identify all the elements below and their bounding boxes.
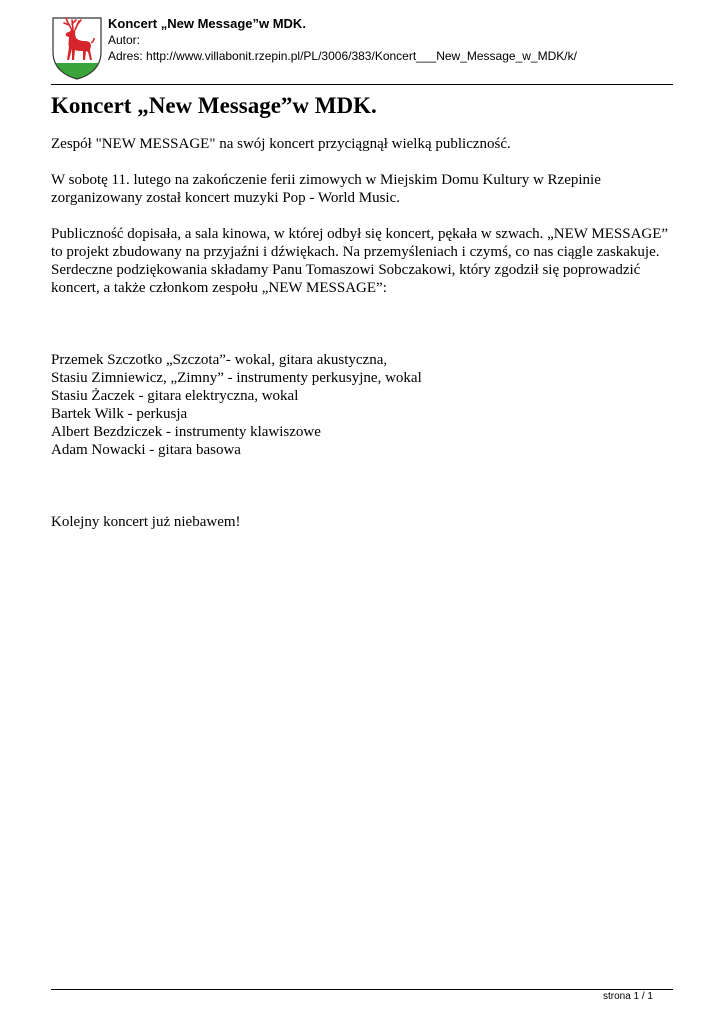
article-paragraph-1: Zespół "NEW MESSAGE" na swój koncert przyciągnął wielką publiczność. xyxy=(51,136,511,152)
article-heading: Koncert „New Message”w MDK. xyxy=(51,93,377,118)
header-author: Autor: xyxy=(108,33,141,47)
header-address: Adres: http://www.villabonit.rzepin.pl/PL/3006/383/Koncert___New_Message_w_MDK/k/ xyxy=(108,49,577,63)
header-text-block xyxy=(108,16,577,64)
header-divider xyxy=(51,84,673,85)
member-line: Adam Nowacki - gitara basowa xyxy=(51,442,241,458)
blank-space xyxy=(51,459,673,513)
member-line: Stasiu Żaczek - gitara elektryczna, wokal xyxy=(51,388,299,404)
member-line: Przemek Szczotko „Szczota”- wokal, gitara akustyczna, xyxy=(51,352,388,368)
member-line: Stasiu Zimniewicz, „Zimny” - instrumenty perkusyjne, wokal xyxy=(51,370,422,386)
header-title-text: Koncert „New Message”w MDK. xyxy=(108,16,306,31)
member-line: Albert Bezdziczek - instrumenty klawiszowe xyxy=(51,424,321,440)
footer-divider xyxy=(51,989,673,990)
blank-space xyxy=(51,315,673,351)
header-title xyxy=(108,16,577,32)
deer-coat-of-arms-icon xyxy=(51,16,103,80)
page-number: strona 1 / 1 xyxy=(602,991,653,1002)
article-paragraph-3: Publiczność dopisała, a sala kinowa, w której odbył się koncert, pękała w szwach. „NEW MESSAGE” to projekt zbudowany na przyjaźni i dźwiękach. Na przemyśleniach i czymś, co nas ciągle zaskakuje. Serdeczne podziękowania składamy Panu Tomaszowi Sobczakowi, który zgodził się poprowadzić koncert, a także członkom zespołu „NEW MESSAGE”: xyxy=(51,226,669,296)
article-body xyxy=(51,92,673,549)
article-paragraph-2: W sobotę 11. lutego na zakończenie ferii zimowych w Miejskim Domu Kultury w Rzepinie zorganizowany został koncert muzyki Pop - World Music. xyxy=(51,172,601,206)
member-list xyxy=(51,351,673,459)
document-header xyxy=(51,14,673,84)
closing-line: Kolejny koncert już niebawem! xyxy=(51,514,241,530)
member-line: Bartek Wilk - perkusja xyxy=(51,406,188,422)
